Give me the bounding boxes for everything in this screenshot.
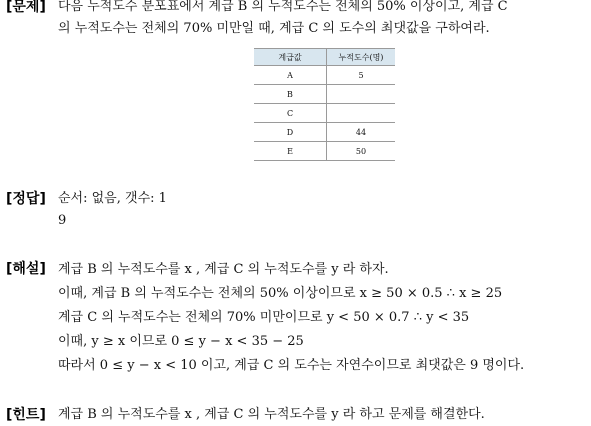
answer-label: [정답]: [6, 191, 46, 207]
hint-label: [힌트]: [6, 407, 46, 423]
solution-line: 계급 B 의 누적도수를 x , 계급 C 의 누적도수를 y 라 하자.: [58, 262, 389, 277]
table-cell: [327, 85, 396, 104]
table-row: [254, 104, 395, 123]
answer-line: 9: [58, 213, 67, 228]
answer-line: 순서: 없음, 갯수: 1: [58, 191, 167, 206]
table-row: [254, 123, 395, 142]
table-cell: A: [254, 66, 327, 85]
table-cell: B: [254, 85, 327, 104]
hint-section: [6, 404, 587, 426]
table-cell: [327, 104, 396, 123]
solution-line: 이때, 계급 B 의 누적도수는 전체의 50% 이상이므로 x ≥ 50 × 0.5 ∴ x ≥ 25: [58, 286, 503, 301]
cumulative-frequency-table: [254, 48, 395, 161]
table-cell: 44: [327, 123, 396, 142]
table-cell: 5: [327, 66, 396, 85]
solution-line: 따라서 0 ≤ y − x < 10 이고, 계급 C 의 도수는 자연수이므로 최댓값은 9 명이다.: [58, 358, 525, 373]
solution-section: [6, 258, 587, 378]
solution-label: [해설]: [6, 261, 46, 277]
hint-line: 계급 B 의 누적도수를 x , 계급 C 의 누적도수를 y 라 하고 문제를 해결한다.: [58, 407, 485, 422]
problem-section: [6, 0, 587, 40]
table-row: [254, 66, 395, 85]
table-cell: E: [254, 142, 327, 161]
table-cell: 50: [327, 142, 396, 161]
solution-line: 계급 C 의 누적도수는 전체의 70% 미만이므로 y < 50 × 0.7 ∴ y < 35: [58, 310, 470, 325]
table-cell: C: [254, 104, 327, 123]
problem-label: [문제]: [6, 0, 46, 15]
table-header: 누적도수(명): [327, 49, 396, 66]
table-header: 계급값: [254, 49, 327, 66]
problem-line: 의 누적도수는 전체의 70% 미만일 때, 계급 C 의 도수의 최댓값을 구하여라.: [58, 21, 490, 36]
table-cell: D: [254, 123, 327, 142]
answer-section: [6, 188, 587, 232]
table-row: [254, 85, 395, 104]
solution-line: 이때, y ≥ x 이므로 0 ≤ y − x < 35 − 25: [58, 334, 304, 349]
table-row: [254, 142, 395, 161]
problem-line: 다음 누적도수 분포표에서 계급 B 의 누적도수는 전체의 50% 이상이고, 계급 C: [58, 0, 508, 14]
